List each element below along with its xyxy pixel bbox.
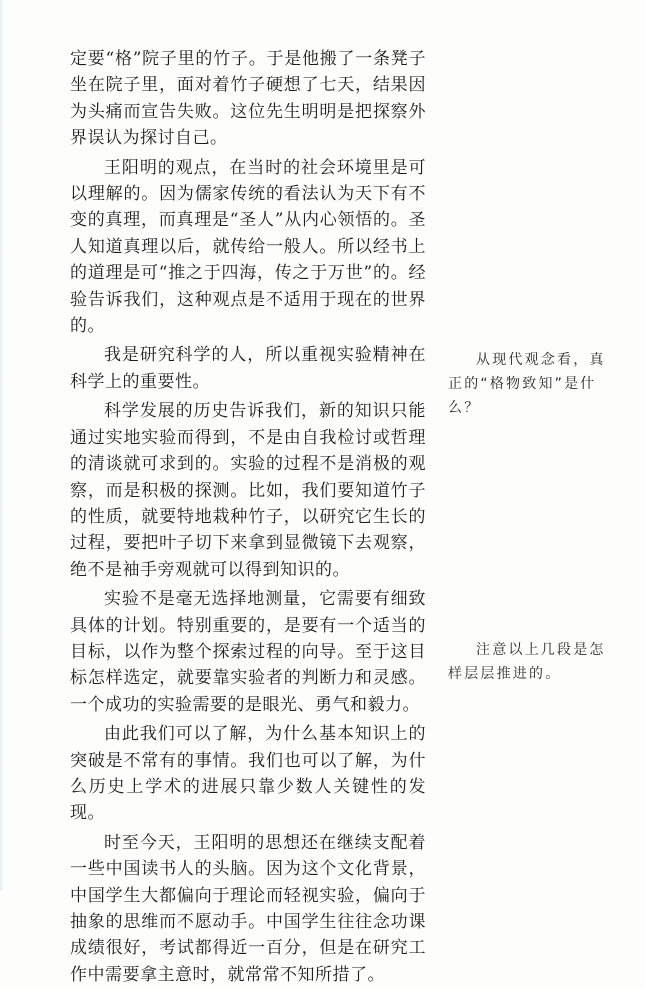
margin-note-question: 从现代观念看，真正的“格物致知”是什么？ (448, 352, 606, 416)
paragraph-continued: 定要“格”院子里的竹子。于是他搬了一条凳子坐在院子里，面对着竹子硬想了七天，结果因为头痛而宣告失败。这位先生明明是把探察外界误认为探讨自己。 (70, 49, 426, 149)
paragraph-science-history: 科学发展的历史告诉我们，新的知识只能通过实地实验而得到，不是由自我检讨或哲理的清谈就可求到的。实验的过程不是消极的观察，而是积极的探测。比如，我们要知道竹子的性质，就要特地栽种竹子，以研究它生长的过程，要把叶子切下来拿到显微镜下去观察，绝不是袖手旁观就可以得到知识的。 (70, 401, 426, 580)
page-edge-shadow (0, 0, 4, 891)
paragraph-breakthrough: 由此我们可以了解，为什么基本知识上的突破是不常有的事情。我们也可以了解，为什么历史上学术的进展只靠少数人关键性的发现。 (70, 724, 426, 824)
main-text-column (70, 46, 426, 988)
margin-note-structure: 注意以上几段是怎样层层推进的。 (448, 642, 606, 682)
paragraph-experiment-plan: 实验不是毫无选择地测量，它需要有细致具体的计划。特别重要的，是要有一个适当的目标，以作为整个探索过程的向导。至于这目标怎样选定，就要靠实验者的判断力和灵感。一个成功的实验需要的是眼光、勇气和毅力。 (70, 589, 426, 715)
paragraph-wang-yangming-view: 王阳明的观点，在当时的社会环境里是可以理解的。因为儒家传统的看法认为天下有不变的真理，而真理是“圣人”从内心领悟的。圣人知道真理以后，就传给一般人。所以经书上的道理是可“推之于四海，传之于万世”的。经验告诉我们，这种观点是不适用于现在的世界的。 (70, 157, 426, 337)
paragraph-today: 时至今天，王阳明的思想还在继续支配着一些中国读书人的头脑。因为这个文化背景，中国学生大都偏向于理论而轻视实验，偏向于抽象的思维而不愿动手。中国学生往往念功课成绩很好，考试都得近一百分，但是在研究工作中需要拿主意时，就常常不知所措了。 (70, 832, 426, 985)
paragraph-scientist-statement: 我是研究科学的人，所以重视实验精神在科学上的重要性。 (70, 345, 426, 392)
